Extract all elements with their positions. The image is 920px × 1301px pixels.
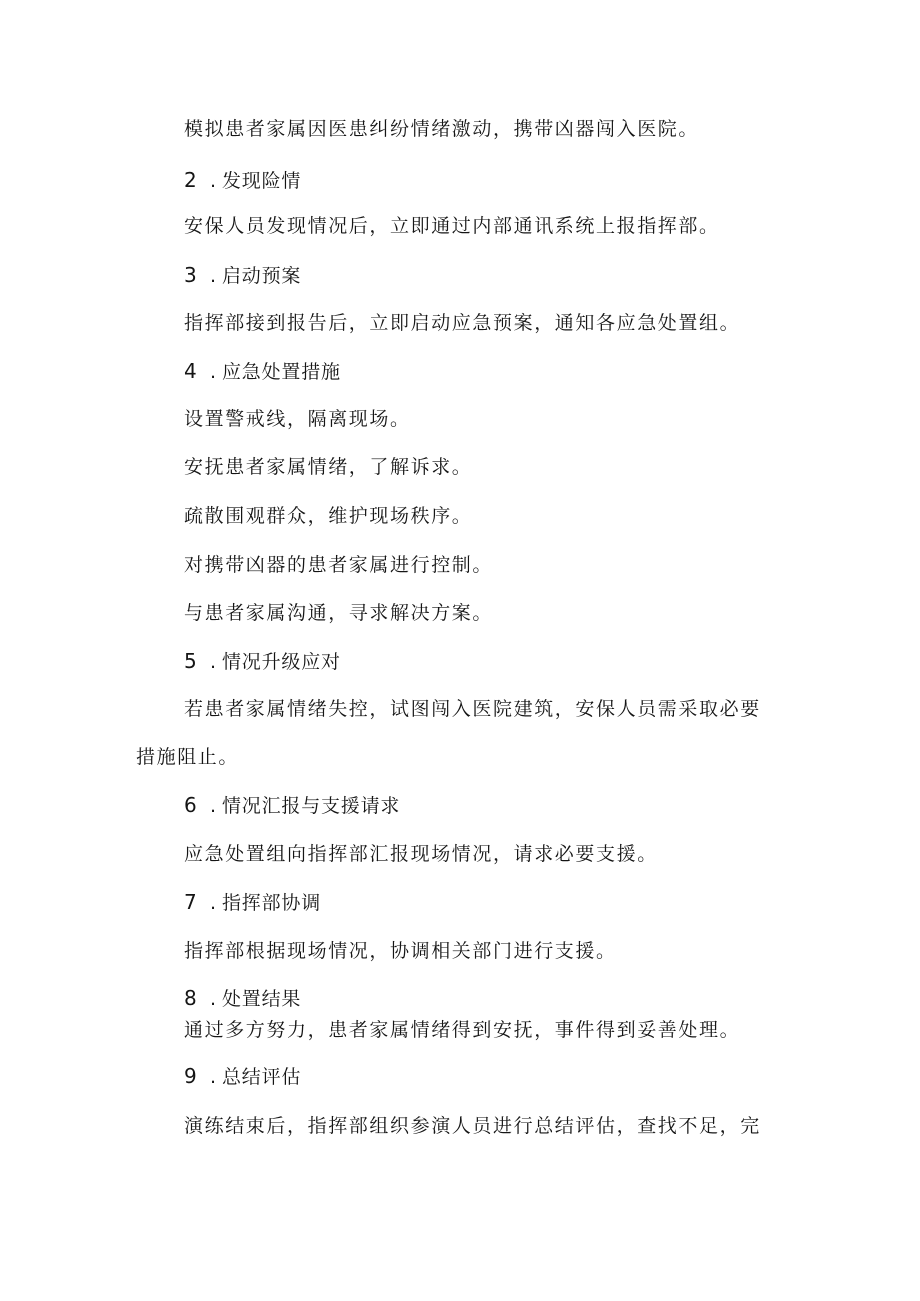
section-title: 发现险情 bbox=[222, 170, 302, 192]
section-dot: . bbox=[210, 265, 217, 287]
list-item: 安抚患者家属情绪，了解诉求。 bbox=[184, 456, 473, 478]
section-heading-3 bbox=[184, 263, 301, 288]
section-number: 7 bbox=[184, 890, 197, 914]
paragraph: 应急处置组向指挥部汇报现场情况，请求必要支援。 bbox=[184, 843, 658, 865]
section-number: 3 bbox=[184, 263, 197, 287]
list-item: 对携带凶器的患者家属进行控制。 bbox=[184, 554, 494, 576]
section-dot: . bbox=[210, 361, 217, 383]
section-dot: . bbox=[210, 795, 217, 817]
paragraph-continuation: 措施阻止。 bbox=[136, 746, 240, 768]
section-title: 处置结果 bbox=[222, 988, 302, 1010]
section-number: 5 bbox=[184, 649, 197, 673]
paragraph-scenario: 模拟患者家属因医患纠纷情绪激动，携带凶器闯入医院。 bbox=[184, 118, 700, 140]
section-number: 2 bbox=[184, 168, 197, 192]
section-title: 总结评估 bbox=[222, 1066, 302, 1088]
paragraph: 指挥部根据现场情况，协调相关部门进行支援。 bbox=[184, 940, 617, 962]
section-heading-6 bbox=[184, 793, 400, 818]
paragraph: 指挥部接到报告后，立即启动应急预案，通知各应急处置组。 bbox=[184, 312, 741, 334]
paragraph: 安保人员发现情况后，立即通过内部通讯系统上报指挥部。 bbox=[184, 215, 720, 237]
section-title: 情况升级应对 bbox=[222, 651, 341, 673]
section-heading-8 bbox=[184, 986, 301, 1011]
section-dot: . bbox=[210, 1066, 217, 1088]
section-number: 9 bbox=[184, 1064, 197, 1088]
section-number: 6 bbox=[184, 793, 197, 817]
section-heading-9 bbox=[184, 1064, 301, 1089]
list-item: 疏散围观群众，维护现场秩序。 bbox=[184, 505, 473, 527]
paragraph: 若患者家属情绪失控，试图闯入医院建筑，安保人员需采取必要 bbox=[184, 698, 761, 720]
section-dot: . bbox=[210, 892, 217, 914]
section-heading-5 bbox=[184, 649, 341, 674]
paragraph: 通过多方努力，患者家属情绪得到安抚，事件得到妥善处理。 bbox=[184, 1019, 741, 1041]
section-dot: . bbox=[210, 988, 217, 1010]
section-heading-7 bbox=[184, 890, 321, 915]
section-heading-4 bbox=[184, 359, 341, 384]
section-number: 8 bbox=[184, 986, 197, 1010]
section-title: 指挥部协调 bbox=[222, 892, 322, 914]
section-title: 应急处置措施 bbox=[222, 361, 341, 383]
list-item: 与患者家属沟通，寻求解决方案。 bbox=[184, 602, 494, 624]
section-title: 启动预案 bbox=[222, 265, 302, 287]
section-heading-2 bbox=[184, 168, 301, 193]
section-number: 4 bbox=[184, 359, 197, 383]
paragraph: 演练结束后，指挥部组织参演人员进行总结评估，查找不足，完 bbox=[184, 1115, 761, 1137]
section-title: 情况汇报与支援请求 bbox=[222, 795, 401, 817]
section-dot: . bbox=[210, 170, 217, 192]
section-dot: . bbox=[210, 651, 217, 673]
list-item: 设置警戒线，隔离现场。 bbox=[184, 408, 411, 430]
